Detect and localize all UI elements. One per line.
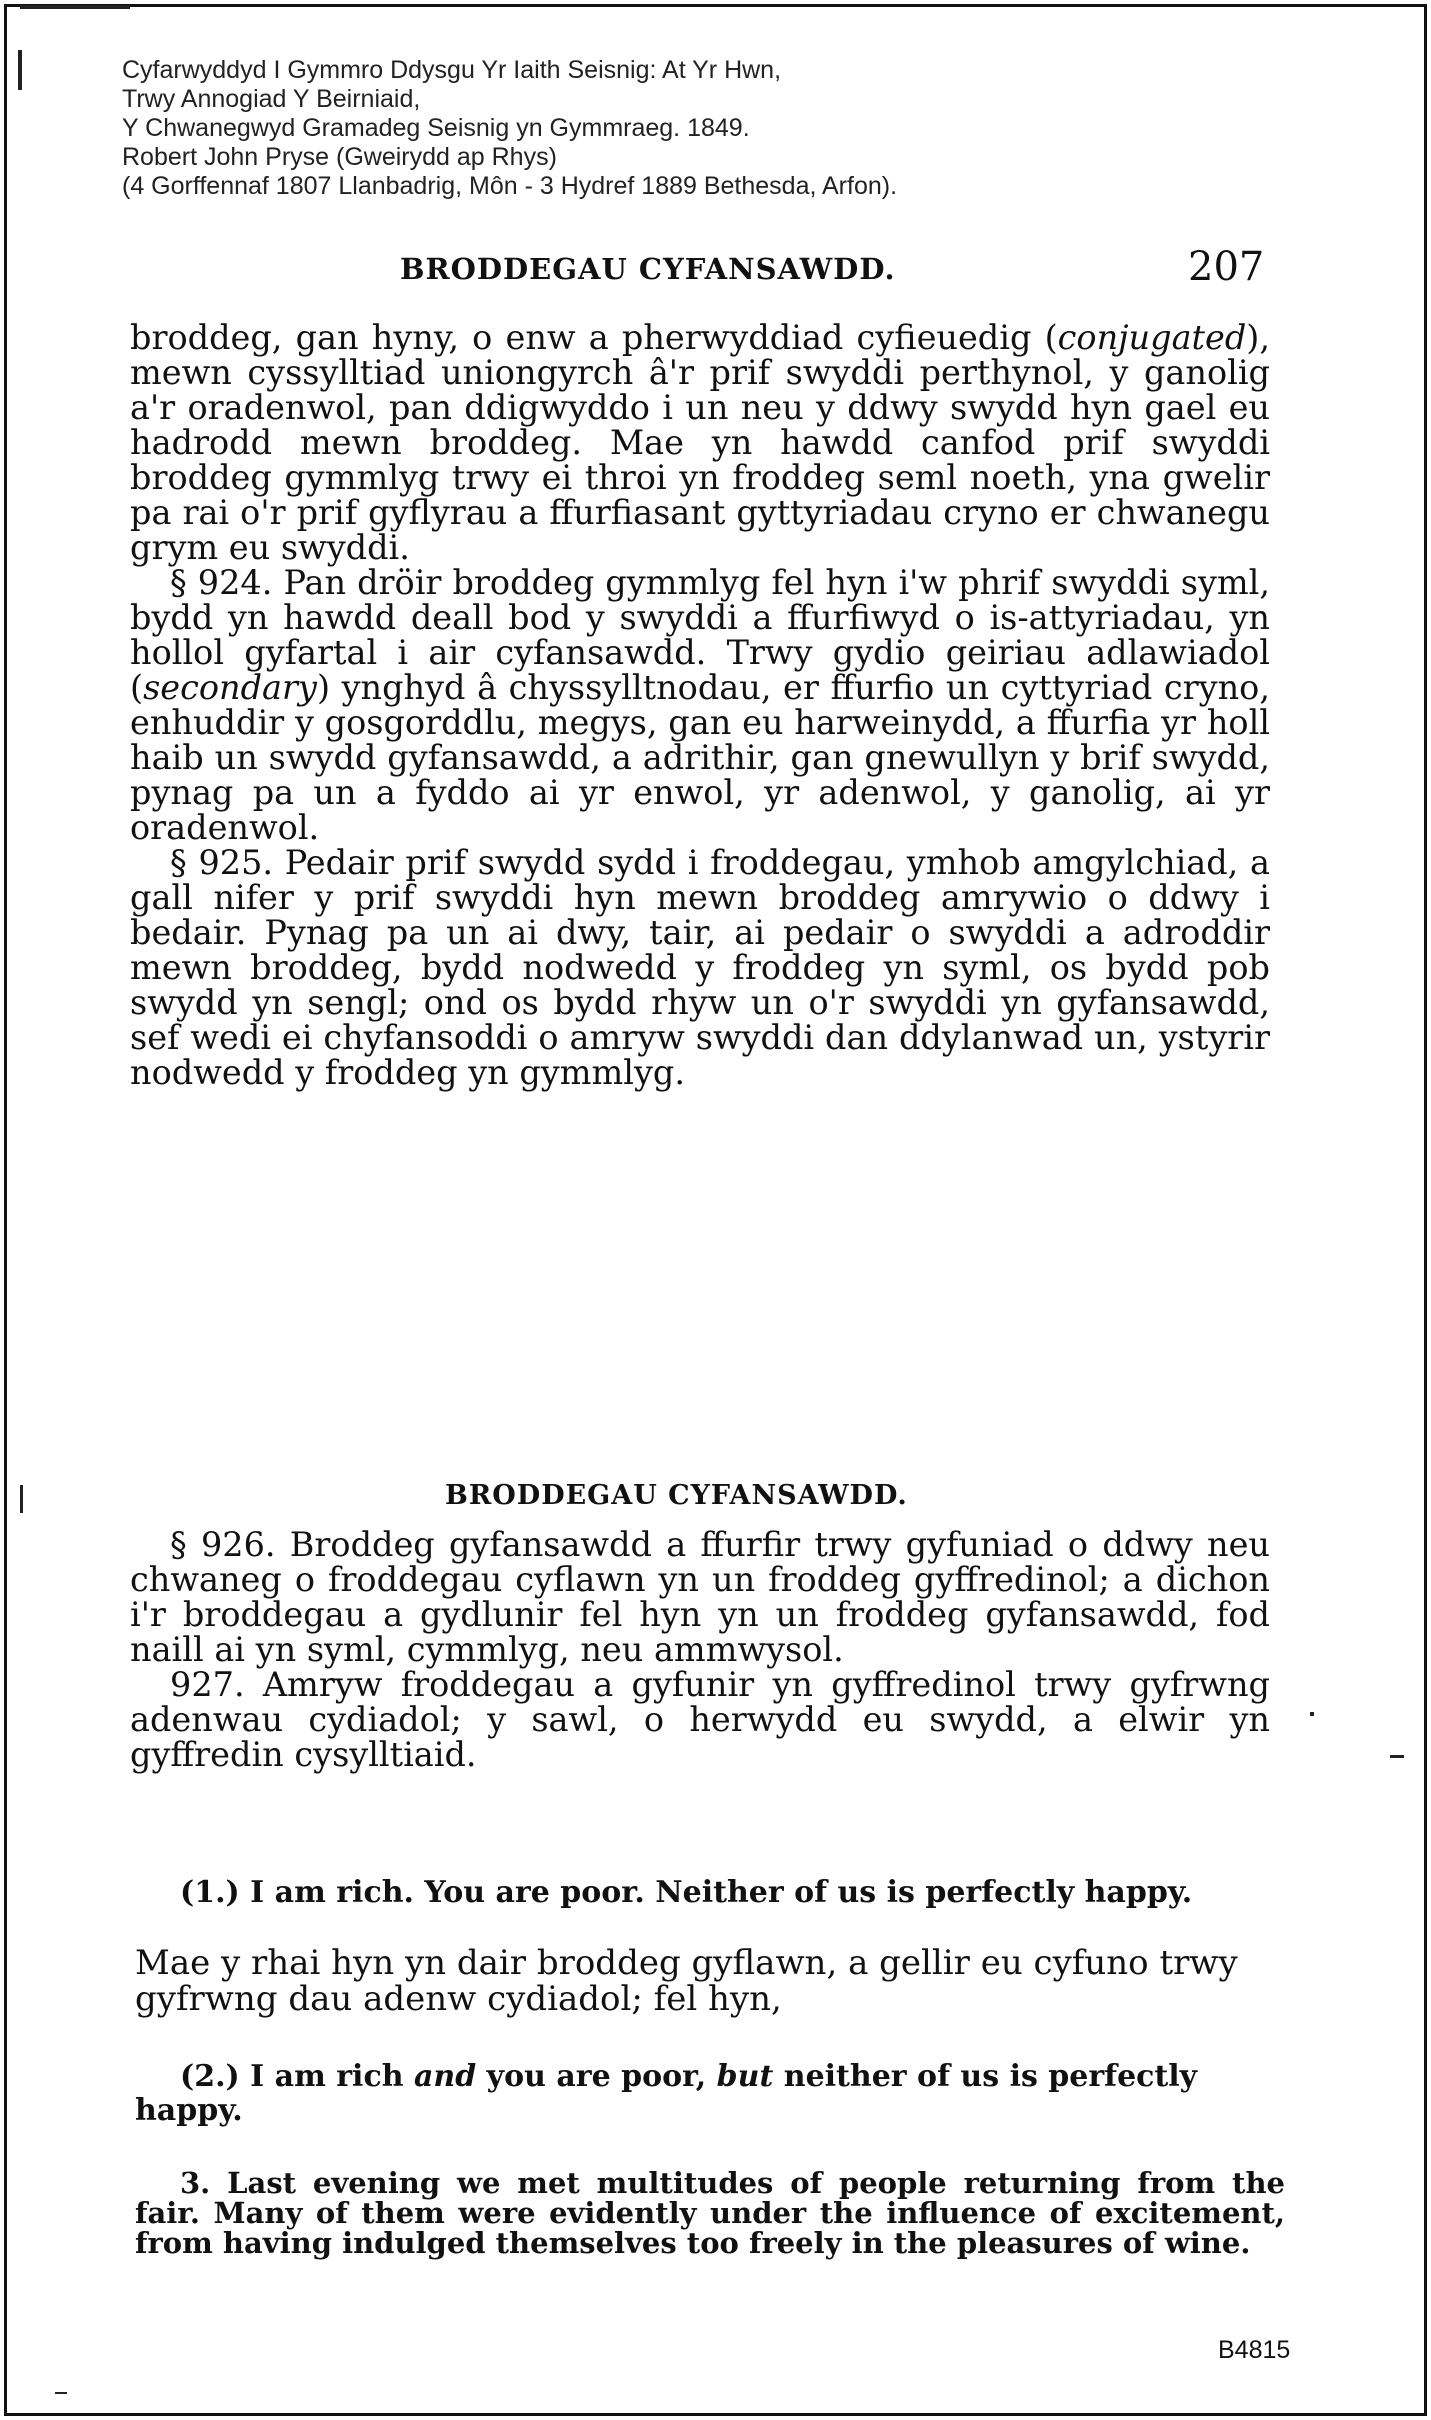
scan-mark: [55, 2392, 67, 2394]
example-1: (1.) I am rich. You are poor. Neither of us is perfectly happy.: [180, 1875, 1193, 1910]
reference-code: B4815: [1218, 2336, 1291, 2364]
text-run: neither of us is perfectly happy.: [135, 2059, 1198, 2128]
example-2: [135, 2060, 1285, 2128]
scan-mark: [20, 1485, 23, 1513]
paragraph-926: § 926. Broddeg gyfansawdd a ffurfir trwy gyfuniad o ddwy neu chwaneg o froddegau cyflawn yn un froddeg gyffredinol; a dichon i'r broddegau a gydlunir fel hyn yn un froddeg gyfansawdd, fod naill ai yn syml, cymmlyg, neu ammwysol.: [130, 1525, 1270, 1669]
text-run: ), mewn cyssylltiad uniongyrch â'r prif swyddi perthynol, y ganolig a'r oradenwol, pan ddigwyddo i un neu y ddwy swydd hyn gael eu hadrodd mewn broddeg. Mae yn hawdd canfod prif swyddi broddeg gymmlyg trwy ei throi yn froddeg seml noeth, yna gwelir pa rai o'r prif gyflyrau a ffurfiasant gyttyriadau cryno er chwanegu grym eu swyddi.: [130, 318, 1270, 567]
explanation-text: Mae y rhai hyn yn dair broddeg gyflawn, a gellir eu cyfuno trwy gyfrwng dau adenw cydiadol; fel hyn,: [135, 1943, 1238, 2019]
section-text: [130, 1527, 1270, 1772]
text-run: broddeg, gan hyny, o enw a pherwyddiad cyfieuedig (: [130, 318, 1058, 357]
scan-mark: [1310, 1712, 1314, 1716]
text-run: you are poor,: [476, 2059, 717, 2094]
scan-mark: [20, 5, 130, 9]
paragraph-925: § 925. Pedair prif swydd sydd i froddegau, ymhob amgylchiad, a gall nifer y prif swyddi hyn mewn broddeg amrywio o ddwy i bedair. Pynag pa un ai dwy, tair, ai pedair o swyddi a adroddir mewn broddeg, bydd nodwedd y froddeg yn syml, os bydd pob swydd yn sengl; ond os bydd rhyw un o'r swyddi yn gyfansawdd, sef wedi ei chyfansoddi o amryw swyddi dan ddylanwad un, ystyrir nodwedd y froddeg yn gymmlyg.: [130, 843, 1270, 1092]
text-run: (2.) I am rich: [180, 2059, 414, 2094]
header-line-2: Trwy Annogiad Y Beirniaid,: [122, 85, 421, 113]
header-line-4: Robert John Pryse (Gweirydd ap Rhys): [122, 143, 557, 171]
italic-conjunction: but: [716, 2059, 774, 2094]
main-text: [130, 320, 1270, 1090]
text-run: § 924. Pan dröir broddeg gymmlyg fel hyn i'w phrif swyddi syml, bydd yn hawdd deall bod y swyddi a ffurfiwyd o is-attyriadau, yn hollol gyfartal i air cyfansawdd. Trwy gydio geiriau adlawiadol (: [130, 563, 1270, 707]
scan-mark: [1390, 1755, 1404, 1758]
page-number: 207: [1188, 244, 1265, 290]
scan-mark: [18, 50, 22, 90]
section-heading: BRODDEGAU CYFANSAWDD.: [445, 1480, 908, 1511]
example-3: 3. Last evening we met multitudes of people returning from the fair. Many of them were evidently under the influence of excitement, from having indulged themselves too freely in the pleasures of wine.: [135, 2166, 1285, 2260]
header-line-5: (4 Gorffennaf 1807 Llanbadrig, Môn - 3 Hydref 1889 Bethesda, Arfon).: [122, 172, 898, 200]
italic-conjunction: and: [413, 2059, 477, 2094]
header-line-1: Cyfarwyddyd I Gymmro Ddysgu Yr Iaith Seisnig: At Yr Hwn,: [122, 56, 782, 84]
paragraph-924: [130, 565, 1270, 845]
header-line-3: Y Chwanegwyd Gramadeg Seisnig yn Gymmraeg. 1849.: [122, 114, 750, 142]
paragraph-927: 927. Amryw froddegau a gyfunir yn gyffredinol trwy gyfrwng adenwau cydiadol; y sawl, o herwydd eu swydd, a elwir yn gyffredin cysylltiaid.: [130, 1665, 1270, 1774]
paragraph-continuation: [130, 320, 1270, 565]
italic-term: secondary: [143, 668, 317, 707]
italic-term: conjugated: [1057, 318, 1247, 357]
catalog-header: [122, 56, 1222, 201]
text-run: ) ynghyd â chyssylltnodau, er ffurfio un cyttyriad cryno, enhuddir y gosgorddlu, megys, gan eu harweinydd, a ffurfia yr holl haib un swydd gyfansawdd, a adrithir, gan gnewullyn y brif swydd, pynag pa un a fyddo ai yr enwol, yr adenwol, y ganolig, ai yr oradenwol.: [130, 668, 1270, 847]
running-title: BRODDEGAU CYFANSAWDD.: [400, 252, 896, 286]
